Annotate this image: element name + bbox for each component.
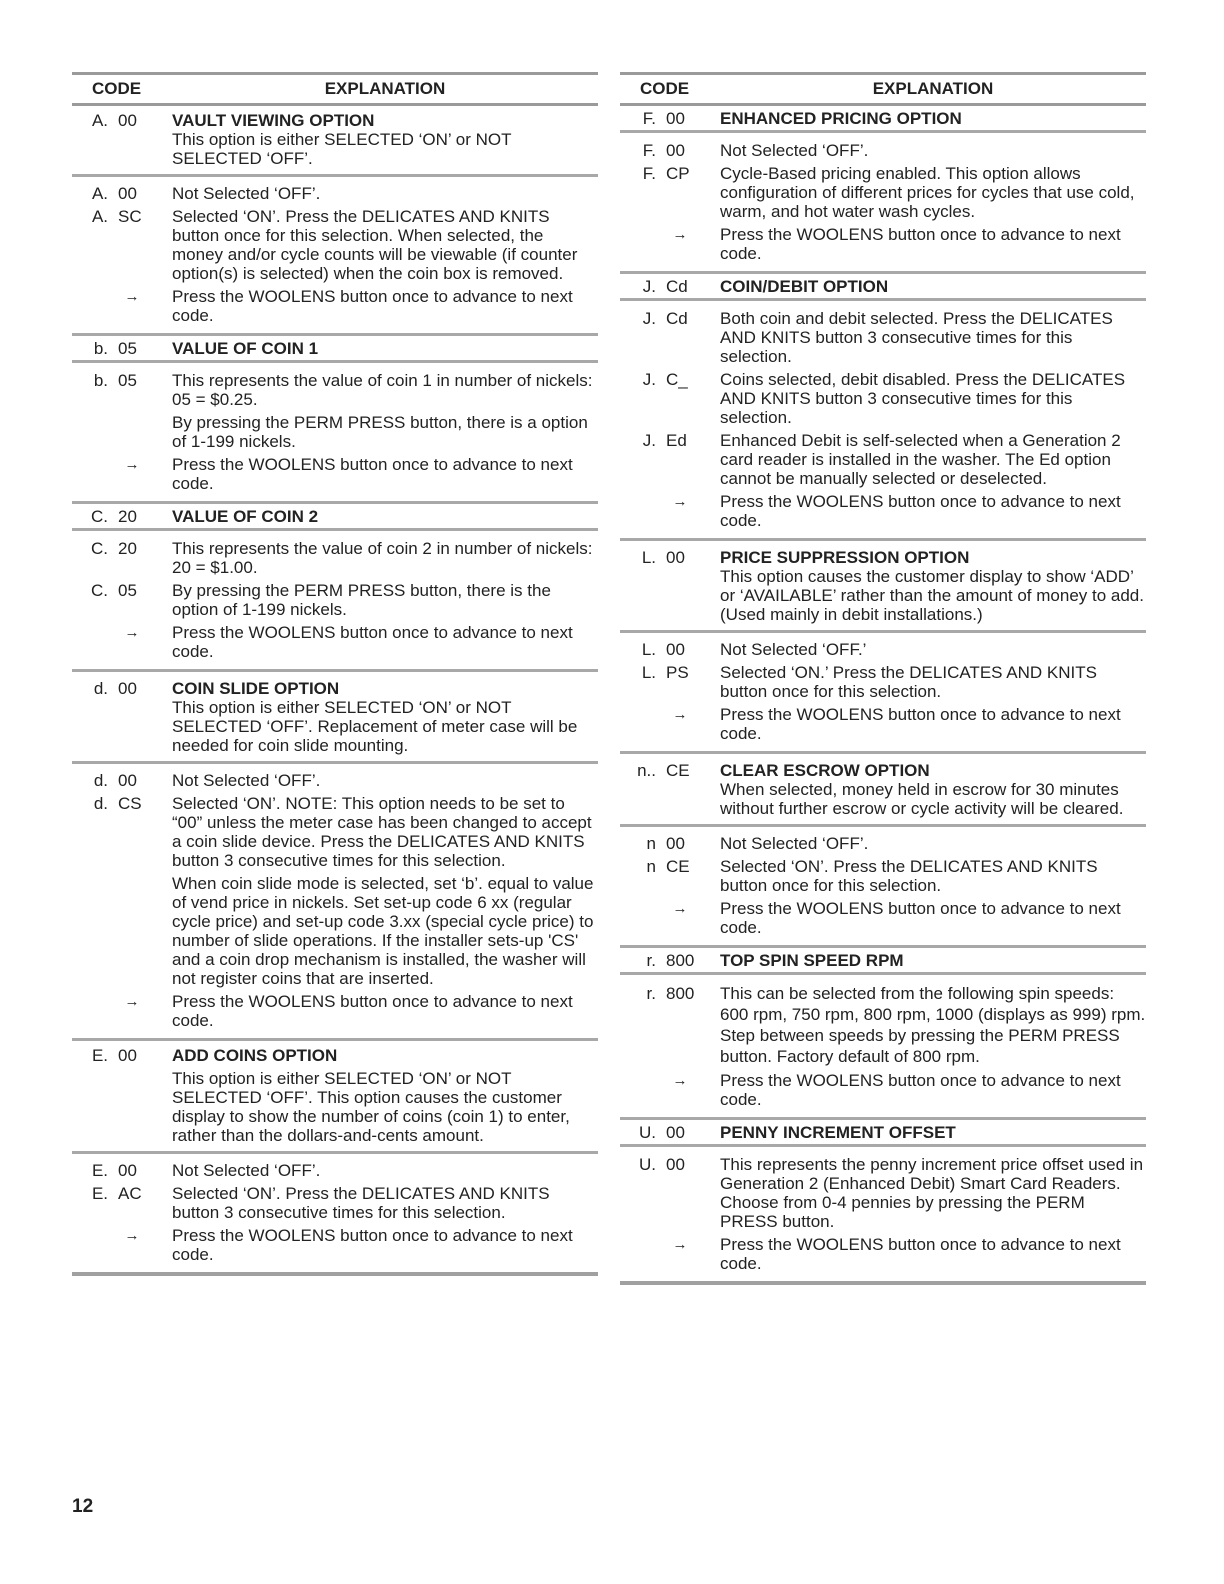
- code-row: [620, 663, 1146, 701]
- code-value: 05: [118, 371, 137, 390]
- table-header: [620, 72, 1146, 106]
- code-explanation: Both coin and debit selected. Press the DELICATES AND KNITS button 3 consecutive times for this selection.: [720, 309, 1113, 366]
- advance-instruction: Press the WOOLENS button once to advance to next code.: [720, 1071, 1121, 1109]
- option-title: TOP SPIN SPEED RPM: [720, 951, 904, 970]
- code-explanation: Selected ‘ON’. Press the DELICATES AND KNITS button once for this selection. When selected, the money and/or cycle counts will be viewable (if counter option(s) is selected) when the coin box is removed.: [172, 207, 578, 283]
- code-value: SC: [118, 207, 142, 226]
- advance-row: [72, 455, 598, 493]
- section-coin-debit-title: [620, 274, 1146, 301]
- code-row: [72, 794, 598, 988]
- advance-instruction: Press the WOOLENS button once to advance to next code.: [172, 1226, 573, 1264]
- section-price-suppression-settings: [620, 633, 1146, 754]
- arrow-right-icon: →: [124, 1227, 140, 1244]
- code-title-row: [72, 339, 598, 358]
- code-explanation: Enhanced Debit is self-selected when a Generation 2 card reader is installed in the washer. The Ed option cannot be manually selected or deselected.: [720, 431, 1121, 488]
- code-row: [620, 1155, 1146, 1231]
- code-letter: C.: [91, 539, 108, 558]
- option-description: When selected, money held in escrow for 30 minutes without further escrow or cycle activity will be cleared.: [720, 780, 1124, 818]
- arrow-right-icon: →: [672, 493, 688, 510]
- advance-row: [620, 1235, 1146, 1273]
- code-letter: r.: [646, 984, 656, 1003]
- section-coin-2-title: [72, 504, 598, 531]
- code-column-header: CODE: [92, 79, 142, 98]
- code-explanation: Not Selected ‘OFF’.: [720, 141, 869, 160]
- code-row: [72, 581, 598, 619]
- section-price-suppression: [620, 541, 1146, 633]
- code-value: CS: [118, 794, 142, 813]
- advance-row: [72, 287, 598, 325]
- code-letter: J.: [642, 431, 656, 450]
- code-letter: n..: [637, 761, 656, 780]
- code-letter: F.: [642, 109, 656, 128]
- code-title-row: [620, 761, 1146, 818]
- code-title-row: [620, 109, 1146, 128]
- advance-instruction: Press the WOOLENS button once to advance to next code.: [720, 705, 1121, 743]
- code-explanation: Not Selected ‘OFF.’: [720, 640, 867, 659]
- code-value: C_: [666, 370, 688, 389]
- code-letter: L.: [641, 548, 656, 567]
- code-value: CE: [666, 857, 690, 876]
- code-row: [72, 539, 598, 577]
- code-value: Cd: [666, 277, 688, 296]
- code-row: [620, 164, 1146, 221]
- code-title-row: [620, 548, 1146, 624]
- advance-row: [72, 623, 598, 661]
- code-letter: E.: [91, 1184, 108, 1203]
- code-letter: A.: [91, 184, 108, 203]
- code-letter: d.: [93, 771, 108, 790]
- table-header: [72, 72, 598, 106]
- option-title: ENHANCED PRICING OPTION: [720, 109, 962, 128]
- advance-row: [620, 705, 1146, 743]
- option-description: This option is either SELECTED ‘ON’ or NOT SELECTED ‘OFF’.: [172, 130, 512, 168]
- code-row: [72, 771, 598, 790]
- code-explanation: Selected ‘ON’. Press the DELICATES AND KNITS button 3 consecutive times for this selection.: [172, 1184, 550, 1222]
- code-explanation: Selected ‘ON’. Press the DELICATES AND KNITS button once for this selection.: [720, 857, 1098, 895]
- advance-row: [620, 492, 1146, 530]
- section-spin-speed-settings: [620, 975, 1146, 1120]
- code-letter: E.: [91, 1046, 108, 1065]
- section-add-coins-settings: [72, 1154, 598, 1276]
- advance-instruction: Press the WOOLENS button once to advance to next code.: [720, 492, 1121, 530]
- option-title: VALUE OF COIN 1: [172, 339, 319, 358]
- code-title-row: [620, 277, 1146, 296]
- advance-row: [620, 1071, 1146, 1109]
- advance-row: [620, 225, 1146, 263]
- code-row: [620, 309, 1146, 366]
- code-letter: b.: [93, 371, 108, 390]
- code-value: 20: [118, 539, 137, 558]
- code-value: 00: [118, 679, 137, 698]
- code-letter: b.: [93, 339, 108, 358]
- arrow-right-icon: →: [124, 288, 140, 305]
- code-letter: r.: [646, 951, 656, 970]
- left-code-table: [72, 72, 598, 1276]
- arrow-right-icon: →: [672, 900, 688, 917]
- advance-instruction: Press the WOOLENS button once to advance to next code.: [720, 1235, 1121, 1273]
- advance-instruction: Press the WOOLENS button once to advance to next code.: [172, 455, 573, 493]
- code-letter: L.: [641, 640, 656, 659]
- code-row: [72, 371, 598, 451]
- section-vault-viewing-settings: [72, 177, 598, 336]
- arrow-right-icon: →: [672, 1236, 688, 1253]
- code-row: [620, 857, 1146, 895]
- option-title: VALUE OF COIN 2: [172, 507, 319, 526]
- code-title-row: [72, 679, 598, 755]
- code-letter: E.: [91, 1161, 108, 1180]
- code-row: [620, 834, 1146, 853]
- option-description: This option is either SELECTED ‘ON’ or NOT SELECTED ‘OFF’. This option causes the customer display to show the number of coins (coin 1) to enter, rather than the dollars-and-cents amount.: [172, 1069, 570, 1145]
- code-title-row: [72, 507, 598, 526]
- code-row: [72, 1161, 598, 1180]
- code-row: [620, 141, 1146, 160]
- code-value: 05: [118, 339, 137, 358]
- option-title: PRICE SUPPRESSION OPTION: [720, 548, 970, 567]
- advance-instruction: Press the WOOLENS button once to advance to next code.: [172, 992, 573, 1030]
- code-value: CP: [666, 164, 690, 183]
- code-value: 00: [118, 111, 137, 130]
- code-row: [620, 370, 1146, 427]
- option-title: ADD COINS OPTION: [172, 1046, 338, 1065]
- code-letter: U.: [639, 1123, 656, 1142]
- section-enhanced-pricing-settings: [620, 133, 1146, 274]
- arrow-right-icon: →: [672, 1072, 688, 1089]
- code-letter: A.: [91, 111, 108, 130]
- code-letter: A.: [91, 207, 108, 226]
- code-explanation: This represents the penny increment price offset used in Generation 2 (Enhanced Debit) Smart Card Readers. Choose from 0-4 pennies by pressing the PERM PRESS button.: [720, 1155, 1144, 1231]
- section-coin-slide-settings: [72, 764, 598, 1041]
- arrow-right-icon: →: [672, 226, 688, 243]
- code-explanation: Not Selected ‘OFF’.: [172, 184, 321, 203]
- advance-row: [72, 992, 598, 1030]
- code-explanation: This can be selected from the following spin speeds: 600 rpm, 750 rpm, 800 rpm, 1000 (displays as 999) rpm. Step between speeds by pressing the PERM PRESS button. Factory default of 800 rpm.: [720, 984, 1146, 1066]
- code-value: 00: [666, 1123, 685, 1142]
- advance-row: [72, 1226, 598, 1264]
- code-note: When coin slide mode is selected, set ‘b’. equal to value of vend price in nickels. Set set-up code 6 xx (regular cycle price) and set-up code 3.xx (special cycle price) to number of slide operations. If the installer sets-up 'CS' and a coin drop mechanism is installed, the washer will not register coins that are inserted.: [172, 874, 594, 988]
- code-value: 00: [666, 640, 685, 659]
- advance-row: [620, 899, 1146, 937]
- code-value: 00: [118, 1161, 137, 1180]
- code-explanation: Selected ‘ON.’ Press the DELICATES AND KNITS button once for this selection.: [720, 663, 1097, 701]
- code-value: 800: [666, 951, 695, 970]
- code-explanation: Coins selected, debit disabled. Press the DELICATES AND KNITS button 3 consecutive times for this selection.: [720, 370, 1126, 427]
- code-title-row: [620, 1123, 1146, 1142]
- explanation-column-header: EXPLANATION: [872, 79, 994, 98]
- code-letter: d.: [93, 679, 108, 698]
- arrow-right-icon: →: [124, 456, 140, 473]
- option-description: This option causes the customer display to show ‘ADD’ or ‘AVAILABLE’ rather than the amount of money to add. (Used mainly in debit installations.): [720, 567, 1144, 624]
- code-explanation: Not Selected ‘OFF’.: [172, 771, 321, 790]
- code-letter: C.: [91, 507, 108, 526]
- section-coin-1-settings: [72, 363, 598, 504]
- section-enhanced-pricing-title: [620, 106, 1146, 133]
- arrow-right-icon: →: [124, 624, 140, 641]
- section-vault-viewing: [72, 106, 598, 177]
- code-value: 00: [666, 141, 685, 160]
- section-penny-offset-settings: [620, 1147, 1146, 1285]
- code-title-row: [72, 111, 598, 168]
- code-row: [620, 640, 1146, 659]
- code-value: 20: [118, 507, 137, 526]
- code-row: [72, 207, 598, 283]
- code-letter: C.: [91, 581, 108, 600]
- code-value: PS: [666, 663, 689, 682]
- code-value: CE: [666, 761, 690, 780]
- code-letter: J.: [642, 309, 656, 328]
- arrow-right-icon: →: [124, 993, 140, 1010]
- code-letter: U.: [639, 1155, 656, 1174]
- right-code-table: [620, 72, 1146, 1285]
- code-value: 800: [666, 984, 695, 1003]
- arrow-right-icon: →: [672, 706, 688, 723]
- section-clear-escrow: [620, 754, 1146, 827]
- code-explanation: Not Selected ‘OFF’.: [720, 834, 869, 853]
- section-spin-speed-title: [620, 948, 1146, 975]
- code-value: 00: [666, 834, 685, 853]
- code-value: AC: [118, 1184, 142, 1203]
- code-value: 00: [666, 109, 685, 128]
- section-coin-slide: [72, 672, 598, 764]
- advance-instruction: Press the WOOLENS button once to advance to next code.: [720, 225, 1121, 263]
- code-letter: J.: [642, 370, 656, 389]
- code-letter: F.: [642, 141, 656, 160]
- code-column-header: CODE: [640, 79, 690, 98]
- code-value: 00: [666, 1155, 685, 1174]
- code-explanation: This represents the value of coin 1 in number of nickels: 05 = $0.25.: [172, 371, 593, 409]
- section-coin-1-title: [72, 336, 598, 363]
- section-coin-debit-settings: [620, 301, 1146, 541]
- section-coin-2-settings: [72, 531, 598, 672]
- code-value: 00: [118, 771, 137, 790]
- code-letter: F.: [642, 164, 656, 183]
- code-explanation: By pressing the PERM PRESS button, there is the option of 1-199 nickels.: [172, 581, 551, 619]
- code-row: [72, 184, 598, 203]
- advance-instruction: Press the WOOLENS button once to advance to next code.: [172, 287, 573, 325]
- code-letter: n: [646, 834, 656, 853]
- page-number: 12: [72, 1496, 94, 1517]
- code-letter: d.: [93, 794, 108, 813]
- code-value: Ed: [666, 431, 687, 450]
- code-row: [620, 431, 1146, 488]
- code-note: By pressing the PERM PRESS button, there is a option of 1-199 nickels.: [172, 413, 588, 451]
- option-title: COIN SLIDE OPTION: [172, 679, 340, 698]
- code-explanation: This represents the value of coin 2 in number of nickels: 20 = $1.00.: [172, 539, 593, 577]
- section-penny-offset-title: [620, 1120, 1146, 1147]
- code-value: 00: [118, 184, 137, 203]
- option-title: COIN/DEBIT OPTION: [720, 277, 889, 296]
- code-value: 00: [666, 548, 685, 567]
- option-title: PENNY INCREMENT OFFSET: [720, 1123, 956, 1142]
- code-letter: J.: [642, 277, 656, 296]
- code-explanation: Cycle-Based pricing enabled. This option allows configuration of different prices for cycles that use cold, warm, and hot water wash cycles.: [720, 164, 1135, 221]
- code-row: [72, 1184, 598, 1222]
- code-letter: L.: [641, 663, 656, 682]
- option-title: VAULT VIEWING OPTION: [172, 111, 375, 130]
- advance-instruction: Press the WOOLENS button once to advance to next code.: [720, 899, 1121, 937]
- code-letter: n: [646, 857, 656, 876]
- code-value: Cd: [666, 309, 688, 328]
- advance-instruction: Press the WOOLENS button once to advance to next code.: [172, 623, 573, 661]
- code-explanation: Selected ‘ON’. NOTE: This option needs to be set to “00” unless the meter case has been changed to accept a coin slide device. Press the DELICATES AND KNITS button 3 consecutive times for this selection.: [172, 794, 592, 870]
- code-explanation: Not Selected ‘OFF’.: [172, 1161, 321, 1180]
- option-title: CLEAR ESCROW OPTION: [720, 761, 930, 780]
- code-value: 00: [118, 1046, 137, 1065]
- option-description: This option is either SELECTED ‘ON’ or NOT SELECTED ‘OFF’. Replacement of meter case will be needed for coin slide mounting.: [172, 698, 578, 755]
- section-add-coins: [72, 1041, 598, 1154]
- section-clear-escrow-settings: [620, 827, 1146, 948]
- code-title-row: [620, 951, 1146, 970]
- explanation-column-header: EXPLANATION: [324, 79, 446, 98]
- code-row: [620, 983, 1146, 1067]
- code-value: 05: [118, 581, 137, 600]
- code-title-row: [72, 1046, 598, 1145]
